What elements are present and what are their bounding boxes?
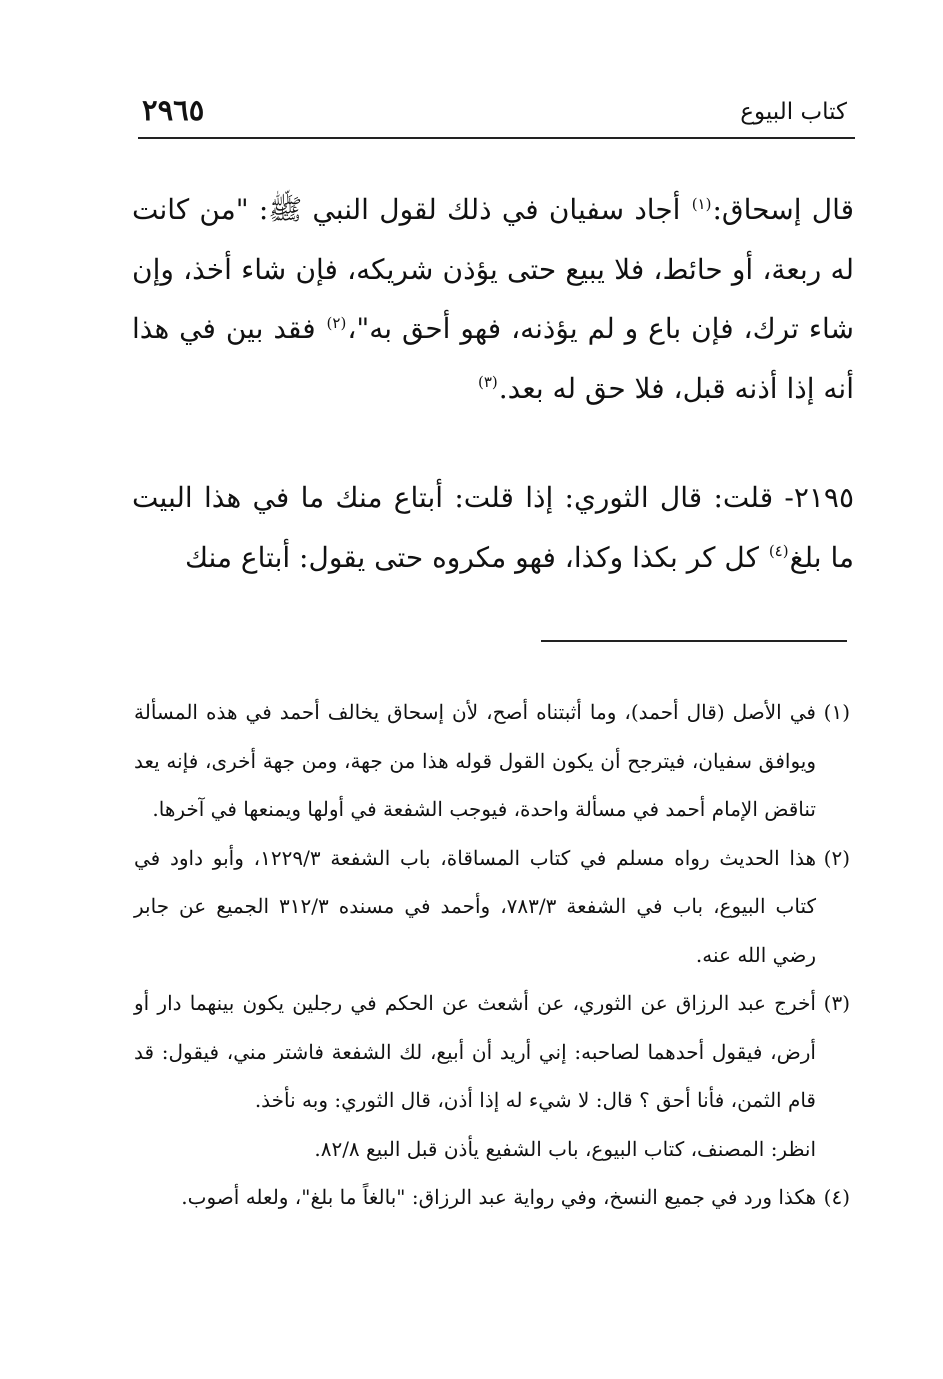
footnote-1 — [134, 688, 850, 834]
paragraph-text: قال إسحاق: — [712, 193, 855, 226]
footnote-source-line: انظر: المصنف، كتاب البيوع، باب الشفيع يأذن قبل البيع ٨٢/٨. — [314, 1136, 816, 1161]
page-number: ٢٩٦٥ — [142, 93, 205, 127]
footnote-ref-1: (١) — [691, 194, 712, 213]
running-title: كتاب البيوع — [740, 99, 847, 125]
footnote-text: هكذا ورد في جميع النسخ، وفي رواية عبد الرزاق: "بالغاً ما بلغ"، ولعله أصوب. — [181, 1185, 816, 1209]
footnote-number: (٤) — [823, 1185, 850, 1209]
footnote-text: أخرج عبد الرزاق عن الثوري، عن أشعث عن الحكم في رجلين يكون بينهما دار أو أرض، فيقول أحدهما لصاحبه: إني أريد أن أبيع، لك الشفعة فاشتر مني، فيقول: قد قام الثمن، فأنا أحق ؟ قال: لا شيء له إذا أذن، قال الثوري: وبه نأخذ. — [134, 991, 816, 1112]
footnote-4 — [134, 1173, 850, 1222]
entry-gap — [132, 418, 854, 468]
paragraph-text: فقد بين في هذا أنه إذا أذنه قبل، فلا حق له بعد. — [132, 312, 854, 405]
page-header — [138, 92, 853, 134]
footnote-ref-3: (٣) — [477, 373, 498, 392]
paragraph-text: أجاد سفيان في ذلك لقول النبي ﷺ: "من كانت له ربعة، أو حائط، فلا يبيع حتى يؤذن شريكه، فإن شاء أخذ، وإن شاء ترك، فإن باع و لم يؤذنه، فهو أحق به"، — [132, 193, 854, 345]
footnote-number: (٢) — [823, 845, 850, 870]
footnote-ref-2: (٢) — [326, 313, 347, 332]
footnote-ref-4: (٤) — [768, 542, 789, 561]
footnote-3 — [134, 979, 850, 1173]
footnote-separator — [541, 640, 847, 642]
footnote-text: في الأصل (قال أحمد)، وما أثبتناه أصح، لأن إسحاق يخالف أحمد في هذه المسألة ويوافق سفيان، فيترجح أن يكون القول قوله هذا من جهة، ومن جهة أخرى، فإنه يعد تناقض الإمام أحمد في مسألة واحدة، فيوجب الشفعة في أولها ويمنعها في آخرها. — [134, 700, 817, 821]
footnote-number: (١) — [823, 700, 850, 724]
footnote-text: هذا الحديث رواه مسلم في كتاب المساقاة، باب الشفعة ١٢٢٩/٣، وأبو داود في كتاب البيوع، باب في الشفعة ٧٨٣/٣، وأحمد في مسنده ٣١٢/٣ الجميع عن جابر رضي الله عنه. — [134, 845, 817, 967]
main-text — [132, 180, 854, 587]
footnotes — [134, 688, 850, 1222]
footnote-number: (٣) — [823, 991, 850, 1015]
entry-text: كل كر بكذا وكذا، فهو مكروه حتى يقول: أبتاع منك — [184, 540, 768, 574]
entry-text: قلت: قال الثوري: إذا قلت: أبتاع منك ما في هذا البيت ما بلغ — [132, 481, 854, 574]
header-rule — [138, 137, 855, 139]
footnote-2 — [134, 834, 850, 980]
entry-2195 — [132, 468, 854, 587]
entry-number: ٢١٩٥- — [784, 481, 854, 514]
paragraph-ishaq — [132, 180, 854, 418]
